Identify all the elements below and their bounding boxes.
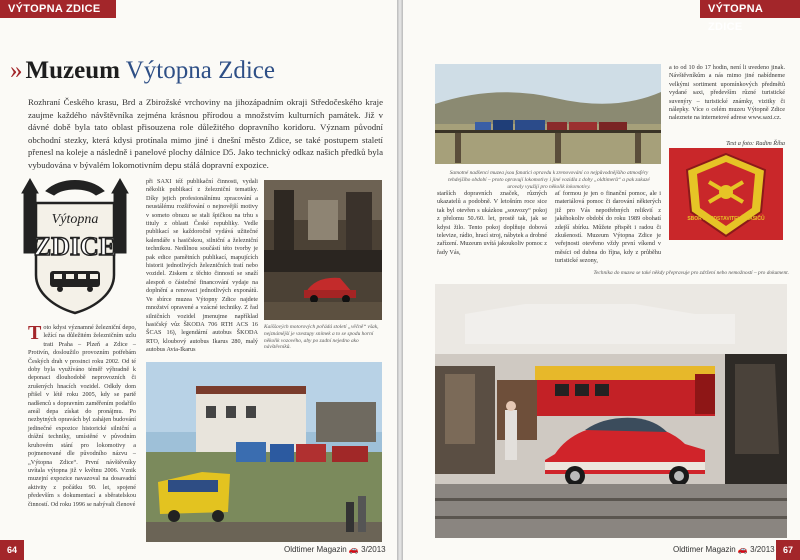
photo-locomotive-depot [264,180,382,320]
page-number: 64 [0,540,24,560]
col2-text: při SAXI též publikační činnosti, vydali několik publikací z železniční tematiky. Díky jejich profesionálnímu zpracování a neustálému rozšiřování o nejnovější motivy v someto obrazu se stali špičkou na trhu s tituly z oblasti České republiky. Vedle publikací se každoročně vydává užitečné kalendáře s hasičskou, silniční a železniční technikou. Nedílnou součástí této tvorby je pak edice pamětních publikací, mapujících historii jednotlivých železničních tratí nebo vozidel. Ziskem z těchto činností se snaží alespoň o částečné financování vydaje na doplnění a renovaci jednotlivých exponátů. Ve sbírce muzea Výtopny Zdice najdete množství opravené a vzácné techniky. Z řad silničních vozidel jmenujme například hasičský vůz ŠKODA 706 RTH ACS 16 ŠCAS 16), legendární autobus ŠKODA RTO, kloubový autobus Ikarus 280, malý autobus Avia-Ikarus [146,178,258,354]
left-body-col2 [146,178,258,354]
mid-left-text: starších dopravních značek, různých ukazatelů a podobně. V letošním roce sice tak byl otevřen s ukázkou „souvozy“ pokoj z přelomu 50./60. let, prostě tak, jak se kdysi žilo. Tento pokoj doplňuje dobová televize, rádio, hrací stroj, nábytek a drobné zařízení. Muzeum uvítá jakoukoliv pomoc z řady Vás, [437,190,547,256]
mid-right-text: ať formou je jen o finanční pomoc, ale i materiálová pomoc či darování některých již pro Vás nepotřebných relikvií z jakéhokoliv období do roku 1989 obohatí zdejší sbírku. Můžete přispět i radou či zkušeností. Muzeum Výtopna Zdice je veřejnosti otevřeno vždy první víkend v měsíci od dubna do října, kdy z průběhu turistické sezony, [555,190,661,265]
photo-firefighter-badge [669,148,783,240]
car-icon: 🚗 [737,545,748,554]
article-title [10,57,275,85]
section-tab: VÝTOPNA ZDICE [0,0,116,18]
right-mid-col2 [555,190,661,266]
dropcap: T [28,322,42,344]
vytopna-logo-graphic [16,175,134,323]
section-tab: VÝTOPNA ZDICE [700,0,800,18]
right-footer [403,540,800,560]
right-page [403,0,800,560]
title-chevron: » [10,57,23,84]
right-top-text [669,64,785,144]
caption-locomotive: Kaiššových motorových pořádá století „věčně“ však, nejznámější je vzestupy snímek a to se spodu horní několik vozového, aby po zadní nejedno ako návštěvníků. [264,324,379,351]
title-light: Výtopna Zdice [125,57,275,84]
page-number: 67 [776,540,800,560]
vytopna-logo [16,175,134,323]
badge-text: SBOR PŘEDSTAVITELŮ HASIČŮ [687,216,765,222]
right-mid-col1 [437,190,547,266]
photo-yard-vehicles [146,362,382,542]
caption-train: Samotné nadšenci muzea jsou fanatici opravdu k zrenovování co nejpůvodnějšího atmosféry tehdejšího období – proto opravují lokomotivy i jiné vozidla z doby „oldtimerů“ a pak zakazé urovaly využijí pro několik lokomotivy. [448,170,650,190]
signature: Text a foto: Radim Říha [726,140,785,147]
lead-paragraph: Rozhraní Českého krasu, Brd a Zbirožské vrchoviny na jihozápadním okraji Středočeského kraje zaujme každého návštěvníka zejména krásnou přírodou a množstvím kulturních památek. Již v dávné době byla tato oblast přisouzena role důležitého dopravního koridoru. Význam původní obchodní stezky, která kdysi protínala mimo jiné i dnešní město Zdice, se také postupem staletí přenesl na koleje a následně i panelové plochy dálnice D5. Jako technický odkaz našich předků byla vybudována v bývalém lokomotivním depu stálá dopravní expozice. [28,97,383,170]
logo-text-main: ZDICE [33,232,117,261]
left-body-col1 [28,324,136,540]
photo-red-car-depot [435,284,787,538]
left-page [0,0,397,560]
car-icon: 🚗 [348,545,359,554]
title-bold: Muzeum [25,57,120,84]
photo-train-bridge [435,64,661,164]
caption-bottom: Technika do muzea se také někdy přepravuje pro zdržení nebo nemožností – pro dokument. [593,270,789,276]
left-footer [0,540,397,560]
logo-text-top: Výtopna [51,212,99,227]
footer-magazine: Oldtimer Magazin 🚗 3/2013 [284,545,386,554]
top-right-text: a to od 10 do 17 hodin, není li uvedeno jinak. Návštěvníkům a nás mimo jiné nabídneme velkými sortiment upomínkových předmětů vydané saxi, především různé turistické suvenýry – turistické známky, vizitky či nálepky. Více o celém muzeu Výtopně Zdice naleznete na internetové adrese www.saxi.cz. [669,64,785,122]
col1-text: oto kdysi významné železniční depo, ležící na důležitém železničním uzlu trati Praha – Plzeň a Zdice – Protivín, dosloužilo provozním potřebám Českých drah v prosinci roku 2002. Od té doby byla využíváno téměř výhradně k deponaci dlouhodobě neprovozních či zrušených hnacích vozidel. Odkdy dom přišel v létě roku 2005, kdy se partě nadšenců s dopravním zaměřením podařilo areál depa získat do pronájmu. Po nezbytných opravách byl zahájen budování jedinečné expozice historické silniční a drážní techniky, umístěné v původním kruhovém stání pro lokomotivy a pojmenované dle původního názvu – „Výtopna Zdice“. První návštěvníky uvítala výtopna již v květnu 2006. Vznik muzejní expozice navazoval na dosavadní aktivity z počátku 90. let, spojené především s dokumentací a sběratelskou činností. Od roku 1996 se nabývali členové [28,324,136,508]
footer-magazine: Oldtimer Magazin 🚗 3/2013 [673,545,775,554]
